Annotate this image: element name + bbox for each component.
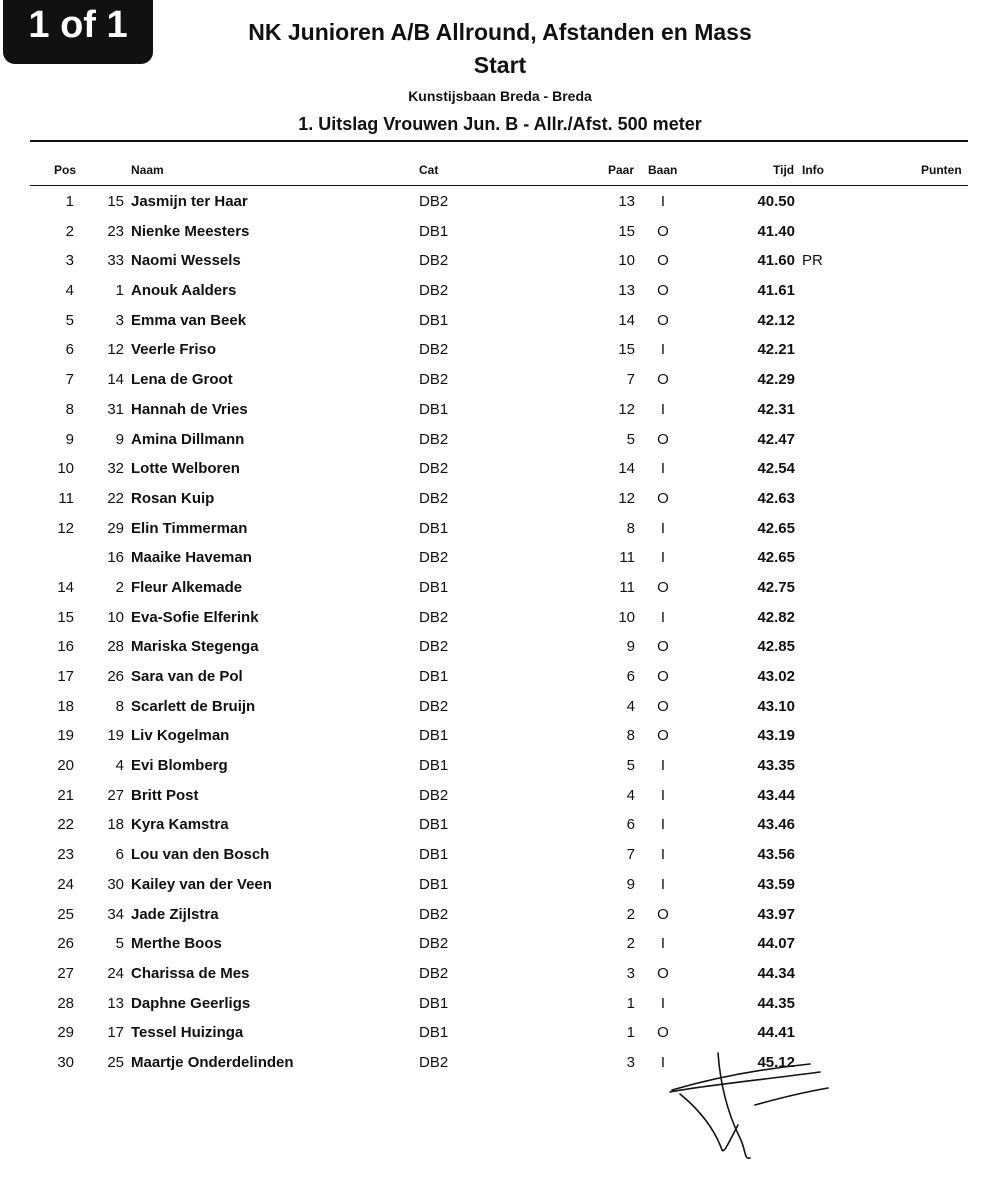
cell-nr: 5 [115,935,124,953]
cell-cat: DB2 [419,638,449,656]
cell-name: Veerle Friso [131,341,217,359]
cell-cat: DB1 [419,668,449,685]
cell-pos: 27 [57,964,74,982]
cell-paar: 13 [618,282,635,300]
cell-paar: 12 [618,489,635,507]
table-row [0,1049,997,1079]
cell-pos: 10 [57,460,74,478]
col-header-tijd: Tijd [773,163,795,177]
cell-tijd: 41.60 [757,252,795,270]
cell-nr: 24 [107,964,124,982]
cell-paar: 15 [618,222,635,240]
cell-pos: 4 [65,282,74,300]
cell-name: Kailey van der Veen [131,875,272,893]
cell-name: Eva-Sofie Elferink [131,608,259,626]
cell-name: Rosan Kuip [131,489,215,507]
cell-baan: O [657,489,669,507]
cell-cat: DB1 [419,519,449,537]
cell-pos: 21 [57,786,74,804]
cell-nr: 30 [107,875,124,893]
cell-tijd: 43.56 [757,846,795,864]
cell-baan: I [660,935,666,953]
cell-paar: 12 [618,400,635,418]
cell-name: Lena de Groot [131,371,233,389]
cell-nr: 26 [107,668,124,685]
col-header-name: Naam [131,163,164,177]
cell-pos: 25 [57,905,74,923]
cell-paar: 9 [626,638,635,656]
results-subtitle: 1. Uitslag Vrouwen Jun. B - Allr./Afst. 500 meter [298,114,702,134]
table-row [0,515,997,545]
cell-name: Naomi Wessels [131,252,241,270]
cell-paar: 11 [619,549,635,567]
cell-name: Evi Blomberg [131,757,228,775]
cell-pos: 1 [65,193,74,210]
cell-baan: I [660,460,666,478]
cell-name: Jasmijn ter Haar [131,193,248,210]
cell-name: Maartje Onderdelinden [131,1053,294,1071]
cell-paar: 6 [626,668,635,685]
cell-paar: 10 [618,608,635,626]
cell-cat: DB2 [419,935,449,953]
cell-baan: I [660,757,666,775]
table-row [0,663,997,693]
top-divider [30,140,968,142]
cell-paar: 11 [619,578,635,596]
cell-baan: O [657,638,669,656]
cell-cat: DB2 [419,964,449,982]
cell-name: Sara van de Pol [131,668,243,685]
table-row [0,218,997,248]
cell-name: Nienke Meesters [131,222,250,240]
cell-baan: I [660,875,666,893]
cell-paar: 9 [626,875,635,893]
cell-pos: 18 [57,697,74,715]
cell-tijd: 42.65 [757,549,795,567]
col-header-baan: Baan [648,163,678,177]
cell-nr: 18 [107,816,124,834]
cell-paar: 13 [618,193,635,210]
table-row [0,1019,997,1049]
table-row [0,277,997,307]
cell-baan: I [660,1053,666,1071]
cell-cat: DB1 [419,875,449,893]
cell-tijd: 42.31 [757,400,795,418]
cell-pos: 6 [65,341,74,359]
cell-baan: I [660,786,666,804]
cell-tijd: 41.61 [757,282,795,300]
cell-nr: 33 [107,252,124,270]
cell-cat: DB1 [419,846,449,864]
cell-paar: 4 [626,697,635,715]
cell-tijd: 43.35 [757,757,795,775]
cell-cat: DB1 [419,400,449,418]
cell-name: Britt Post [131,786,199,804]
cell-tijd: 45.12 [757,1053,795,1071]
cell-nr: 13 [107,994,124,1012]
cell-pos: 9 [65,430,74,448]
cell-nr: 27 [107,786,124,804]
cell-cat: DB2 [419,252,449,270]
signature-icon [660,1050,840,1165]
table-row [0,426,997,456]
venue: Kunstijsbaan Breda - Breda [408,88,592,104]
cell-baan: I [660,608,666,626]
cell-baan: O [657,668,669,685]
cell-nr: 14 [107,371,124,389]
cell-pos: 12 [57,519,74,537]
cell-nr: 8 [115,697,124,715]
cell-name: Fleur Alkemade [131,578,243,596]
cell-paar: 15 [618,341,635,359]
cell-tijd: 42.54 [757,460,795,478]
cell-nr: 28 [107,638,124,656]
cell-baan: O [657,905,669,923]
cell-nr: 1 [115,282,124,300]
table-row [0,366,997,396]
cell-cat: DB2 [419,282,449,300]
cell-nr: 4 [115,757,124,775]
cell-tijd: 43.44 [757,786,795,804]
table-row [0,782,997,812]
cell-name: Elin Timmerman [131,519,248,537]
table-row [0,693,997,723]
cell-cat: DB2 [419,341,449,359]
cell-cat: DB1 [419,816,449,834]
cell-pos: 15 [57,608,74,626]
table-row [0,604,997,634]
cell-name: Jade Zijlstra [131,905,219,923]
cell-cat: DB2 [419,905,449,923]
cell-cat: DB2 [419,608,449,626]
cell-pos: 8 [65,400,74,418]
table-row [0,841,997,871]
cell-paar: 14 [618,460,635,478]
table-row [0,485,997,515]
cell-baan: I [660,193,666,210]
cell-baan: O [657,252,669,270]
cell-cat: DB1 [419,311,449,329]
col-header-paar: Paar [608,163,635,177]
cell-pos: 20 [57,757,74,775]
cell-name: Liv Kogelman [131,727,230,745]
cell-nr: 19 [107,727,124,745]
cell-cat: DB2 [419,371,449,389]
cell-name: Kyra Kamstra [131,816,229,834]
cell-name: Tessel Huizinga [131,1024,244,1042]
cell-tijd: 43.19 [757,727,795,745]
cell-tijd: 42.75 [757,578,795,596]
cell-nr: 29 [107,519,124,537]
cell-nr: 32 [107,460,124,478]
cell-paar: 1 [626,994,635,1012]
cell-nr: 15 [107,193,124,210]
table-row [0,722,997,752]
cell-nr: 16 [107,549,124,567]
cell-baan: I [660,994,666,1012]
table-row [0,247,997,277]
results-table [0,188,997,1079]
cell-pos: 7 [65,371,74,389]
cell-paar: 3 [626,964,635,982]
cell-tijd: 43.97 [757,905,795,923]
cell-tijd: 41.40 [757,222,795,240]
cell-baan: O [657,371,669,389]
cell-pos: 11 [58,489,74,507]
cell-tijd: 44.34 [757,964,795,982]
cell-tijd: 40.50 [757,193,795,210]
cell-pos: 14 [57,578,74,596]
cell-tijd: 42.65 [757,519,795,537]
cell-cat: DB1 [419,727,449,745]
cell-baan: I [660,549,666,567]
cell-nr: 6 [115,846,124,864]
cell-tijd: 42.82 [757,608,795,626]
table-row [0,752,997,782]
cell-tijd: 42.85 [757,638,795,656]
cell-paar: 14 [618,311,635,329]
cell-nr: 17 [107,1024,124,1042]
cell-pos: 5 [65,311,74,329]
cell-baan: O [657,1024,669,1042]
table-row [0,336,997,366]
cell-cat: DB2 [419,489,449,507]
cell-tijd: 43.10 [757,697,795,715]
cell-cat: DB1 [419,578,449,596]
table-row [0,811,997,841]
cell-pos: 17 [57,668,74,685]
cell-cat: DB2 [419,786,449,804]
cell-nr: 22 [107,489,124,507]
cell-name: Hannah de Vries [131,400,248,418]
cell-name: Amina Dillmann [131,430,245,448]
cell-pos: 19 [57,727,74,745]
cell-pos: 28 [57,994,74,1012]
cell-cat: DB2 [419,549,449,567]
cell-cat: DB2 [419,430,449,448]
cell-paar: 3 [626,1053,635,1071]
cell-info: PR [802,252,823,270]
cell-baan: I [660,400,666,418]
cell-pos: 16 [57,638,74,656]
cell-cat: DB2 [419,460,449,478]
cell-pos: 26 [57,935,74,953]
cell-baan: I [660,816,666,834]
table-row [0,307,997,337]
col-header-info: Info [802,163,824,177]
cell-paar: 8 [626,519,635,537]
table-row [0,990,997,1020]
cell-tijd: 42.12 [757,311,795,329]
cell-cat: DB2 [419,1053,449,1071]
cell-paar: 10 [618,252,635,270]
cell-paar: 7 [626,846,635,864]
cell-pos: 2 [65,222,74,240]
cell-baan: O [657,430,669,448]
col-header-pos: Pos [54,163,77,177]
cell-pos: 23 [57,846,74,864]
cell-pos: 29 [57,1024,74,1042]
cell-baan: O [657,964,669,982]
col-header-cat: Cat [419,163,439,177]
cell-nr: 10 [107,608,124,626]
cell-cat: DB1 [419,1024,449,1042]
event-title: NK Junioren A/B Allround, Afstanden en Mass [248,19,752,45]
cell-cat: DB1 [419,994,449,1012]
cell-baan: I [660,341,666,359]
cell-nr: 12 [107,341,124,359]
cell-name: Scarlett de Bruijn [131,697,256,715]
cell-name: Merthe Boos [131,935,222,953]
header-divider [30,185,968,186]
cell-name: Daphne Geerligs [131,994,251,1012]
cell-paar: 4 [626,786,635,804]
cell-nr: 25 [107,1053,124,1071]
cell-tijd: 43.02 [757,668,795,685]
cell-name: Maaike Haveman [131,549,252,567]
cell-name: Emma van Beek [131,311,247,329]
cell-paar: 8 [626,727,635,745]
cell-tijd: 44.41 [757,1024,795,1042]
cell-paar: 2 [626,935,635,953]
cell-pos: 3 [65,252,74,270]
cell-paar: 2 [626,905,635,923]
table-row [0,574,997,604]
cell-nr: 23 [107,222,124,240]
cell-name: Mariska Stegenga [131,638,259,656]
cell-tijd: 43.59 [757,875,795,893]
cell-paar: 5 [626,757,635,775]
cell-tijd: 44.07 [757,935,795,953]
cell-nr: 31 [107,400,124,418]
page-count-badge: 1 of 1 [3,0,153,64]
table-row [0,455,997,485]
table-row [0,633,997,663]
cell-baan: O [657,282,669,300]
cell-tijd: 43.46 [757,816,795,834]
cell-paar: 6 [626,816,635,834]
cell-nr: 34 [107,905,124,923]
cell-name: Lotte Welboren [131,460,240,478]
event-title-continued: Start [473,52,527,78]
table-row [0,871,997,901]
table-row [0,930,997,960]
cell-baan: O [657,311,669,329]
table-row [0,396,997,426]
cell-name: Anouk Aalders [131,282,237,300]
cell-baan: O [657,222,669,240]
cell-name: Charissa de Mes [131,964,250,982]
cell-tijd: 42.21 [757,341,795,359]
cell-tijd: 42.29 [757,371,795,389]
cell-baan: O [657,697,669,715]
col-header-punten: Punten [921,163,962,177]
table-row [0,960,997,990]
cell-baan: O [657,578,669,596]
cell-nr: 9 [115,430,124,448]
cell-cat: DB1 [419,757,449,775]
cell-name: Lou van den Bosch [131,846,270,864]
cell-paar: 5 [626,430,635,448]
cell-cat: DB1 [419,222,449,240]
cell-pos: 30 [57,1053,74,1071]
cell-pos: 22 [57,816,74,834]
cell-cat: DB2 [419,697,449,715]
cell-pos: 24 [57,875,74,893]
cell-tijd: 42.63 [757,489,795,507]
cell-tijd: 42.47 [757,430,795,448]
cell-baan: I [660,519,666,537]
cell-paar: 7 [626,371,635,389]
table-row [0,188,997,218]
cell-tijd: 44.35 [757,994,795,1012]
table-row [0,901,997,931]
cell-nr: 2 [115,578,124,596]
cell-cat: DB2 [419,193,449,210]
table-row [0,544,997,574]
cell-nr: 3 [115,311,124,329]
cell-baan: O [657,727,669,745]
cell-paar: 1 [626,1024,635,1042]
cell-baan: I [660,846,666,864]
